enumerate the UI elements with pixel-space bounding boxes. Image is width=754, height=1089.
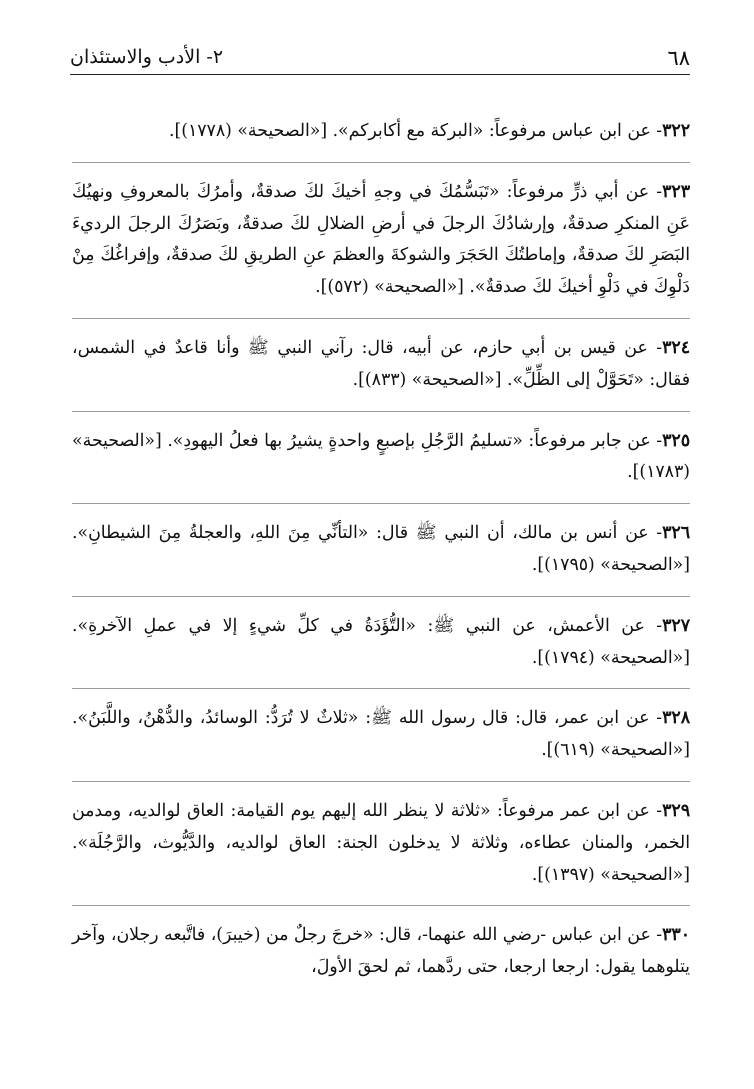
hadith-text: - عن أنس بن مالك، أن النبي ﷺ قال: «التأنِّي مِنَ اللهِ، والعجلةُ مِنَ الشيطانِ». [«الصحيحة» (١٧٩٥)]. (72, 523, 690, 575)
hadith-entry (72, 426, 690, 505)
hadith-entry (72, 703, 690, 782)
hadith-number: ٣٣٠ (662, 925, 690, 946)
hadith-number: ٣٢٦ (662, 523, 690, 544)
hadith-text: - عن ابن عمر، قال: قال رسول الله ﷺ: «ثلاثٌ لا تُرَدُّ: الوسائدُ، والدُّهْنُ، واللَّبَنُ». [«الصحيحة» (٦١٩)]. (72, 708, 690, 761)
hadith-number: ٣٢٣ (662, 181, 690, 202)
hadith-number: ٣٢٩ (662, 800, 690, 821)
hadith-text: - عن أبي ذرٍّ مرفوعاً: «تَبَسُّمُكَ في وجهِ أخيكَ لكَ صدقةٌ، وأمرُكَ بالمعروفِ ونهيُكَ عَنِ المنكرِ صدقةٌ، وإرشادُكَ الرجلَ في أرضِ الضلالِ لكَ صدقةٌ، وبَصَرُكَ الرجلَ الرديءَ البَصَرِ لكَ صدقةٌ، وإماطتُكَ الحَجَرَ والشوكةَ والعظمَ عنِ الطريقِ لكَ صدقةٌ، وإفراغُكَ مِنْ دَلْوِكَ في دَلْوِ أخيكَ لكَ صدقةٌ». [«الصحيحة» (٥٧٢)]. (72, 181, 690, 298)
hadith-number: ٣٢٨ (662, 708, 690, 729)
hadith-entry (72, 518, 690, 597)
hadith-list (72, 116, 690, 1012)
hadith-text: - عن ابن عباس -رضي الله عنهما-، قال: «خرجَ رجلٌ من (خيبرَ)، فاتَّبعه رجلان، وآخر يتلوهما يقول: ارجعا ارجعا، حتى ردَّهما، ثم لحقَ الأولَ، (72, 925, 690, 978)
hadith-text: - عن الأعمش، عن النبي ﷺ: «التُّؤَدَةُ في كلِّ شيءٍ إلا في عملِ الآخرةِ». [«الصحيحة» (١٧٩٤)]. (72, 615, 690, 668)
hadith-entry (72, 920, 690, 998)
hadith-text: - عن ابن عباس مرفوعاً: «البركة مع أكابركم». [«الصحيحة» (١٧٧٨)]. (168, 121, 663, 141)
hadith-text: - عن جابر مرفوعاً: «تسليمُ الرَّجُلِ بإصبعٍ واحدةٍ يشيرُ بها فعلُ اليهودِ». [«الصحيحة» (١٧٨٣)]. (72, 430, 690, 483)
section-title: ٢- الأدب والاستئذان (70, 46, 224, 68)
hadith-number: ٣٢٥ (662, 430, 690, 451)
page-number: ٦٨ (667, 46, 690, 70)
hadith-text: - عن قيس بن أبي حازم، عن أبيه، قال: رآني النبي ﷺ وأنا قاعدٌ في الشمس، فقال: «تَحَوَّلْ إلى الظِّلِّ». [«الصحيحة» (٨٣٣)]. (72, 337, 690, 390)
page-header (70, 40, 690, 75)
hadith-entry (72, 177, 690, 319)
hadith-entry (72, 116, 690, 163)
hadith-number: ٣٢٤ (662, 337, 690, 358)
hadith-text: - عن ابن عمر مرفوعاً: «ثلاثة لا ينظر الله إليهم يوم القيامة: العاق لوالديه، ومدمن الخمر، والمنان عطاءه، وثلاثة لا يدخلون الجنة: العاق لوالديه، والدَّيُّوث، والرَّجُلَة». [«الصحيحة» (١٣٩٧)]. (72, 800, 690, 885)
hadith-entry (72, 611, 690, 690)
hadith-number: ٣٢٢ (662, 121, 690, 141)
hadith-number: ٣٢٧ (662, 615, 690, 636)
hadith-entry (72, 796, 690, 906)
hadith-entry (72, 333, 690, 412)
